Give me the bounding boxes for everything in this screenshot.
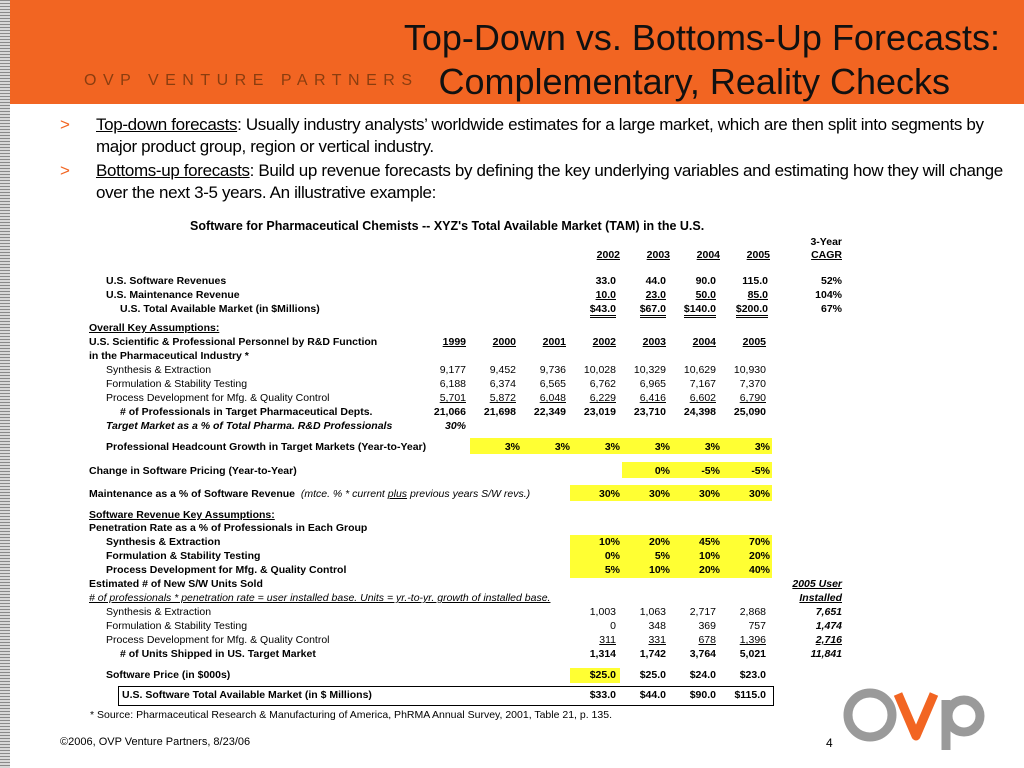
source-note: * Source: Pharmaceutical Research & Manufacturing of America, PhRMA Annual Survey, 2001, Table 21, p. 135. (90, 709, 612, 721)
maintenance-note-b: previous years S/W revs.) (407, 488, 531, 500)
year-header: 2003 (642, 336, 666, 348)
cell: 115.0 (742, 275, 768, 287)
cell: 24,398 (683, 406, 716, 418)
year-header: 2002 (596, 249, 620, 261)
cell: 44.0 (645, 275, 666, 287)
cell: 1,314 (589, 648, 616, 660)
cell: $23.0 (739, 669, 766, 681)
row-label: in the Pharmaceutical Industry * (89, 350, 249, 362)
cell: 678 (698, 634, 716, 646)
cell: $115.0 (734, 689, 766, 701)
cell: 1,742 (639, 648, 666, 660)
cell: 10.0 (595, 289, 616, 301)
cell: 7,370 (739, 378, 766, 390)
row-label: U.S. Software Revenues (106, 275, 227, 287)
row-label: Synthesis & Extraction (106, 364, 212, 376)
row-label: Target Market as a % of Total Pharma. R&D Professionals (106, 420, 393, 432)
cell: 0% (654, 465, 670, 477)
cell: $33.0 (589, 689, 616, 701)
cell: 6,229 (589, 392, 616, 404)
row-label: U.S. Maintenance Revenue (106, 289, 240, 301)
cell: 9,177 (439, 364, 466, 376)
row-label: Process Development for Mfg. & Quality Control (106, 564, 347, 576)
cell: 369 (698, 620, 716, 632)
company-name: OVP VENTURE PARTNERS (84, 72, 419, 89)
cell: 23,019 (583, 406, 616, 418)
row-label: Estimated # of New S/W Units Sold (89, 578, 263, 590)
cell: 348 (648, 620, 666, 632)
year-header: 2000 (492, 336, 516, 348)
cell: 50.0 (695, 289, 716, 301)
title-line-1: Top-Down vs. Bottoms-Up Forecasts: (403, 17, 1000, 58)
year-header: 1999 (442, 336, 466, 348)
bullet-term: Bottoms-up forecasts (96, 161, 250, 180)
cell: 6,416 (639, 392, 666, 404)
page-number: 4 (826, 736, 833, 750)
row-label: Formulation & Stability Testing (106, 378, 248, 390)
row-label: Synthesis & Extraction (106, 606, 212, 618)
row-label: U.S. Scientific & Professional Personnel by R&D Function (89, 336, 378, 348)
year-header: 2004 (692, 336, 716, 348)
cell: 1,396 (739, 634, 766, 646)
cell: 5% (604, 564, 620, 576)
cell: $90.0 (689, 689, 716, 701)
cell: $43.0 (590, 303, 616, 318)
bullet-term: Top-down forecasts (96, 115, 238, 134)
cell: 3% (704, 441, 720, 453)
cell: 2,717 (689, 606, 716, 618)
row-label: # of Units Shipped in US. Target Market (120, 648, 316, 660)
cell: 20% (748, 550, 770, 562)
row-label: Professional Headcount Growth in Target Markets (Year-to-Year) (106, 441, 427, 453)
ovp-logo-icon (840, 660, 1000, 750)
installed-header-2: Installed (799, 592, 842, 604)
cell: 20% (698, 564, 720, 576)
cell: 6,374 (489, 378, 516, 390)
cell: 25,090 (733, 406, 766, 418)
installed-cell: 11,841 (810, 648, 842, 660)
cell: 23,710 (633, 406, 666, 418)
bullet-marker: > (60, 161, 70, 180)
bullet-list (60, 114, 1015, 206)
cell: $140.0 (684, 303, 716, 318)
installed-cell: 2,716 (815, 634, 842, 646)
cagr-header-2: CAGR (811, 249, 842, 261)
cell: 5,872 (489, 392, 516, 404)
cell: 9,452 (489, 364, 516, 376)
maintenance-note-plus: plus (387, 488, 408, 500)
cell: 5% (654, 550, 670, 562)
row-label: Change in Software Pricing (Year-to-Year) (89, 465, 297, 477)
cell: $67.0 (640, 303, 666, 318)
row-label: Process Development for Mfg. & Quality Control (106, 634, 330, 646)
cell: 10% (598, 536, 620, 548)
cell: 1,003 (589, 606, 616, 618)
cagr-cell: 52% (820, 275, 842, 287)
cell: 21,066 (433, 406, 466, 418)
year-header: 2005 (742, 336, 766, 348)
units-formula: # of professionals * penetration rate = user installed base. Units = yr.-to-yr. growth of installed base. (89, 592, 551, 604)
section-header: Software Revenue Key Assumptions: (89, 509, 275, 521)
cell: 30% (698, 488, 720, 500)
cell: 23.0 (645, 289, 666, 301)
cell: -5% (701, 465, 720, 477)
cell: 30% (444, 420, 466, 432)
cell: 5,021 (739, 648, 766, 660)
year-header: 2001 (542, 336, 566, 348)
cell: 6,965 (639, 378, 666, 390)
cell: 10% (648, 564, 670, 576)
cell: 6,188 (439, 378, 466, 390)
row-label: U.S. Total Available Market (in $Millions) (120, 303, 320, 315)
cagr-cell: 104% (815, 289, 842, 301)
cell: 3,764 (689, 648, 716, 660)
cell: 6,565 (539, 378, 566, 390)
cell: $25.0 (589, 669, 616, 681)
row-label: Synthesis & Extraction (106, 536, 221, 548)
table-title: Software for Pharmaceutical Chemists -- XYZ's Total Available Market (TAM) in the U.S. (190, 219, 705, 233)
cell: 10,329 (633, 364, 666, 376)
cell: 33.0 (595, 275, 616, 287)
bullet-marker: > (60, 115, 70, 134)
cell: 2,868 (739, 606, 766, 618)
cell: 70% (748, 536, 770, 548)
cell: $24.0 (689, 669, 716, 681)
bullet-bottoms-up (60, 160, 1015, 204)
cell: 10,930 (733, 364, 766, 376)
installed-cell: 1,474 (815, 620, 842, 632)
cell: 0% (604, 550, 620, 562)
cell: 90.0 (695, 275, 716, 287)
cell: 3% (554, 441, 570, 453)
cell: 9,736 (539, 364, 566, 376)
installed-header-1: 2005 User (792, 578, 842, 590)
cell: 21,698 (483, 406, 516, 418)
row-label: U.S. Software Total Available Market (in $ Millions) (122, 689, 372, 701)
title-line-2: Complementary, Reality Checks (438, 61, 950, 102)
row-label: Software Price (in $000s) (106, 669, 231, 681)
cell: 6,762 (589, 378, 616, 390)
cell: 1,063 (639, 606, 666, 618)
cell: 30% (748, 488, 770, 500)
cell: 3% (604, 441, 620, 453)
year-header: 2002 (592, 336, 616, 348)
cell: $25.0 (639, 669, 666, 681)
cell: 3% (754, 441, 770, 453)
row-label: # of Professionals in Target Pharmaceutical Depts. (120, 406, 373, 418)
cell: 331 (648, 634, 666, 646)
cell: 757 (748, 620, 766, 632)
year-header: 2005 (746, 249, 770, 261)
row-label (89, 488, 530, 501)
row-label: Formulation & Stability Testing (106, 620, 248, 632)
row-label: Penetration Rate as a % of Professionals in Each Group (89, 522, 368, 534)
cell: 85.0 (747, 289, 768, 301)
cell: 6,602 (689, 392, 716, 404)
cell: $200.0 (736, 303, 768, 318)
cell: 7,167 (689, 378, 716, 390)
cell: 10,629 (683, 364, 716, 376)
cell: $44.0 (639, 689, 666, 701)
maintenance-label: Maintenance as a % of Software Revenue (89, 488, 295, 500)
row-label: Formulation & Stability Testing (106, 550, 261, 562)
left-stripe (0, 0, 10, 768)
maintenance-note-a: (mtce. % * current (300, 488, 388, 500)
cell: 40% (748, 564, 770, 576)
bullet-top-down (60, 114, 1015, 158)
bullet-text: : Build up revenue forecasts by defining the key underlying variables and estimating how they will change over the next 3-5 years. An illustrative example: (96, 161, 1003, 202)
cell: 5,701 (439, 392, 466, 404)
cell: 45% (698, 536, 720, 548)
cagr-header-1: 3-Year (810, 236, 842, 248)
footer-copyright: ©2006, OVP Venture Partners, 8/23/06 (60, 736, 251, 748)
cell: -5% (751, 465, 770, 477)
cell: 10% (698, 550, 720, 562)
cell: 20% (648, 536, 670, 548)
year-header: 2004 (696, 249, 720, 261)
page-title (300, 16, 1000, 104)
cell: 6,048 (539, 392, 566, 404)
installed-cell: 7,651 (815, 606, 842, 618)
year-header: 2003 (646, 249, 670, 261)
row-label: Process Development for Mfg. & Quality Control (106, 392, 330, 404)
cell: 22,349 (533, 406, 566, 418)
cell: 0 (610, 620, 616, 632)
cell: 30% (648, 488, 670, 500)
cagr-cell: 67% (820, 303, 842, 315)
cell: 311 (599, 634, 616, 646)
bullet-text: : Usually industry analysts’ worldwide estimates for a large market, which are then split into segments by major product group, region or vertical industry. (96, 115, 984, 156)
cell: 10,028 (583, 364, 616, 376)
cell: 6,790 (739, 392, 766, 404)
cell: 3% (504, 441, 520, 453)
cell: 30% (598, 488, 620, 500)
section-header: Overall Key Assumptions: (89, 322, 220, 334)
cell: 3% (654, 441, 670, 453)
